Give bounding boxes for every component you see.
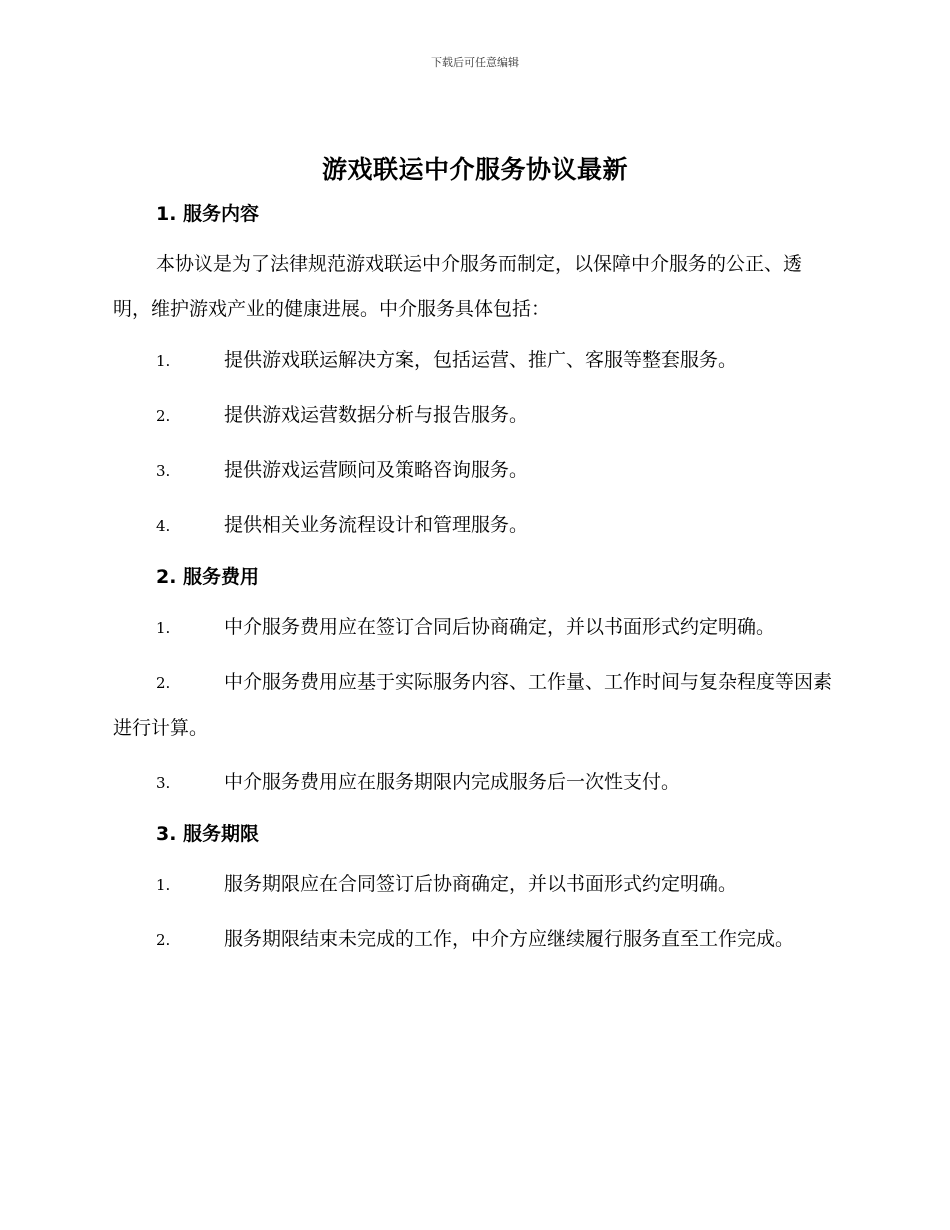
list-number: 3. bbox=[156, 462, 171, 480]
list-number: 1. bbox=[156, 619, 171, 637]
section-heading: 1. 服务内容 bbox=[156, 203, 260, 225]
list-number: 2. bbox=[156, 407, 171, 425]
list-text: 提供相关业务流程设计和管理服务。 bbox=[224, 514, 529, 536]
header-note: 下载后可任意编辑 bbox=[431, 56, 519, 69]
list-item bbox=[113, 503, 837, 549]
list-number: 1. bbox=[156, 352, 171, 370]
section-intro: 本协议是为了法律规范游戏联运中介服务而制定，以保障中介服务的公正、透明，维护游戏产业的健康进展。中介服务具体包括： bbox=[113, 253, 803, 320]
list-text: 提供游戏运营顾问及策略咨询服务。 bbox=[224, 459, 529, 481]
list-text: 提供游戏联运解决方案，包括运营、推广、客服等整套服务。 bbox=[224, 349, 738, 371]
section-heading: 2. 服务费用 bbox=[156, 566, 260, 588]
list-item bbox=[113, 393, 837, 439]
list-item bbox=[113, 760, 837, 806]
list-item bbox=[113, 338, 837, 384]
list-item bbox=[113, 605, 837, 651]
list-text: 中介服务费用应在签订合同后协商确定，并以书面形式约定明确。 bbox=[224, 616, 776, 638]
list-text: 服务期限应在合同签订后协商确定，并以书面形式约定明确。 bbox=[224, 873, 738, 895]
list-text: 中介服务费用应在服务期限内完成服务后一次性支付。 bbox=[224, 771, 681, 793]
list-number: 4. bbox=[156, 517, 171, 535]
list-text: 服务期限结束未完成的工作，中介方应继续履行服务直至工作完成。 bbox=[224, 928, 795, 950]
list-item bbox=[113, 917, 837, 963]
list-number: 2. bbox=[156, 931, 171, 949]
list-number: 3. bbox=[156, 774, 171, 792]
list-number: 1. bbox=[156, 876, 171, 894]
list-item bbox=[113, 448, 837, 494]
list-text: 中介服务费用应基于实际服务内容、工作量、工作时间与复杂程度等因素进行计算。 bbox=[113, 671, 833, 739]
list-item bbox=[113, 862, 837, 908]
section-service-term bbox=[113, 816, 837, 963]
list-text: 提供游戏运营数据分析与报告服务。 bbox=[224, 404, 529, 426]
list-item bbox=[113, 660, 837, 751]
section-heading: 3. 服务期限 bbox=[156, 823, 260, 845]
document-body bbox=[113, 196, 837, 972]
section-service-content bbox=[113, 196, 837, 549]
list-number: 2. bbox=[156, 674, 171, 692]
section-service-fees bbox=[113, 559, 837, 806]
document-title: 游戏联运中介服务协议最新 bbox=[321, 155, 628, 184]
